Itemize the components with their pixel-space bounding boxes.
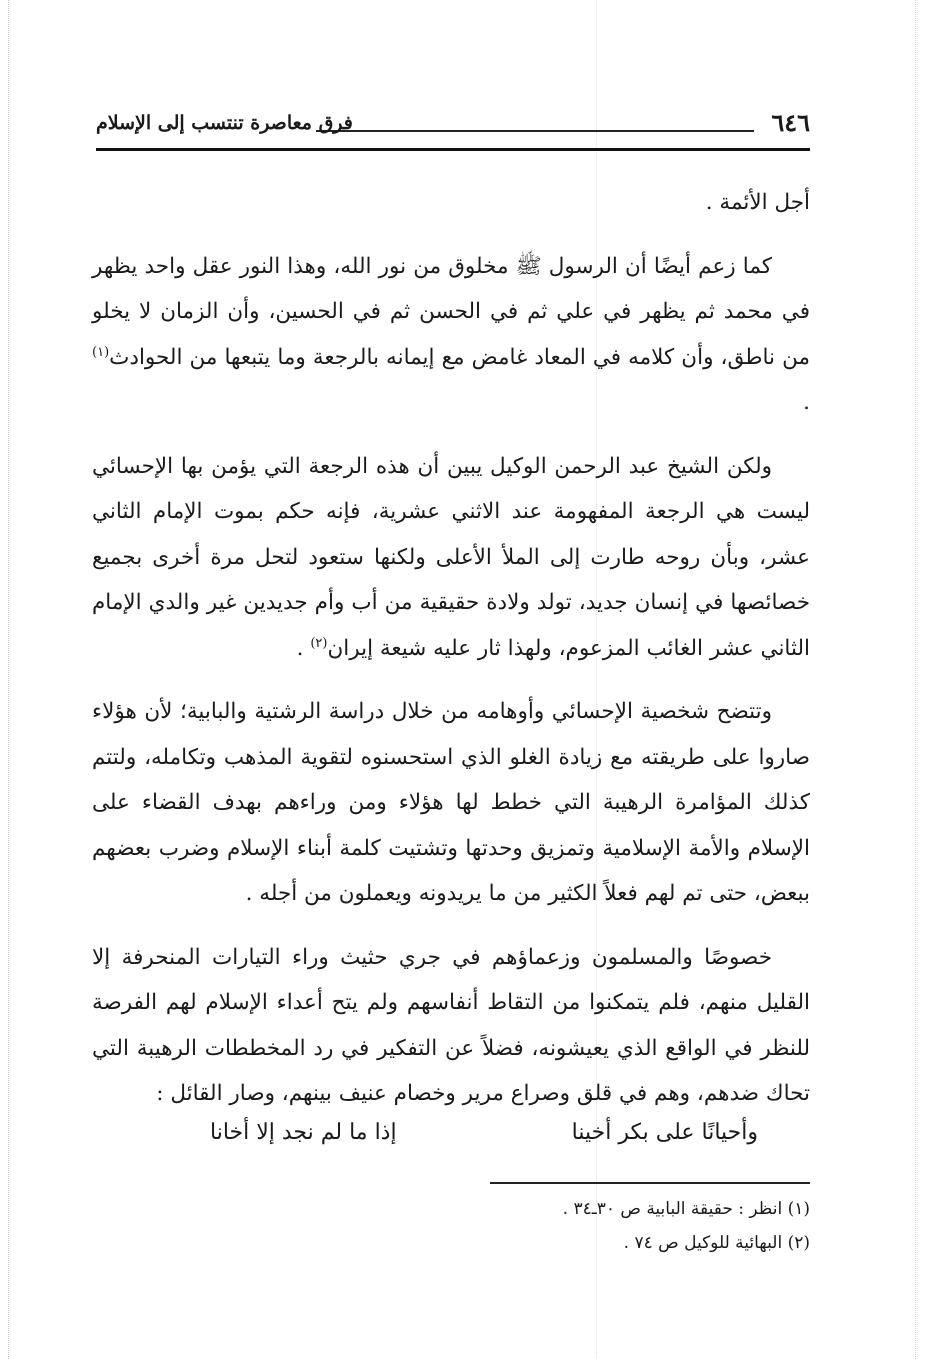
footnote-separator (490, 1182, 810, 1184)
paragraph-4: وتتضح شخصية الإحسائي وأوهامه من خلال دراسة الرشتية والبابية؛ لأن هؤلاء صاروا على طريقته مع زيادة الغلو الذي استحسنوه لتقوية المذهب وتكامله، ولتتم كذلك المؤامرة الرهيبة التي خطط لها هؤلاء ومن وراءهم بهدف القضاء على الإسلام والأمة الإسلامية وتمزيق وحدتها وتشتيت كلمة أبناء الإسلام وضرب بعضهم ببعض، حتى تم لهم فعلاً الكثير من ما يريدونه ويعملون من أجله . (92, 699, 810, 906)
paragraph-3: ولكن الشيخ عبد الرحمن الوكيل يبين أن هذه الرجعة التي يؤمن بها الإحسائي ليست هي الرجعة المفهومة عند الاثني عشرية، فإنه حكم بموت الإمام الثاني عشر، وبأن روحه طارت إلى الملأ الأعلى ولكنها ستعود لتحل مرة أخرى بجميع خصائصها في إنسان جديد، تولد ولادة حقيقية من أب وأم جديدين غير والدي الإمام الثاني عشر الغائب المزعوم، ولهذا ثار عليه شيعة إيران$^{(٢)}$ . (92, 453, 810, 661)
footnote-ref-1[interactable]: (١) (92, 344, 110, 360)
paragraph-2: كما زعم أيضًا أن الرسول ﷺ مخلوق من نور الله، وهذا النور عقل واحد يظهر في محمد ثم يظهر في علي ثم في الحسن ثم في الحسين، وأن الزمان لا يخلو من ناطق، وأن كلامه في المعاد غامض مع إيمانه بالرجعة وما يتبعها من الحوادث$^{(١)}$ . (92, 253, 810, 415)
footnote-ref-2[interactable]: (٢) (310, 635, 328, 651)
verse-first-hemistich: وأحيانًا على بكر أخينا (571, 1120, 758, 1145)
footnotes (420, 1192, 810, 1260)
body-text (92, 180, 810, 1135)
footnote-2: (٢) البهائية للوكيل ص ٧٤ . (623, 1233, 810, 1253)
scan-edge-right (913, 0, 916, 1359)
header-dash-line (316, 130, 754, 132)
paragraph-5: خصوصًا والمسلمون وزعماؤهم في جري حثيث وراء التيارات المنحرفة إلا القليل منهم، فلم يتمكنوا من التقاط أنفاسهم ولم يتح أعداء الإسلام لهم الفرصة للنظر في الواقع الذي يعيشونه، فضلاً عن التفكير في رد المخططات الرهيبة التي تحاك ضدهم، وهم في قلق وصراع مرير وخصام عنيف بينهم، وصار القائل : (92, 944, 810, 1106)
footnote-1: (١) انظر : حقيقة البابية ص ٣٠ـ٣٤ . (562, 1199, 810, 1219)
header-rule (96, 148, 810, 151)
poetry-verse (210, 1120, 758, 1164)
running-title: فرق معاصرة تنتسب إلى الإسلام (96, 112, 353, 134)
paragraph-1: أجل الأئمة . (705, 190, 810, 215)
page-number: ٦٤٦ (771, 108, 810, 137)
page-header (96, 108, 810, 148)
scan-edge-left (8, 0, 11, 1359)
verse-second-hemistich: إذا ما لم نجد إلا أخانا (210, 1120, 397, 1145)
